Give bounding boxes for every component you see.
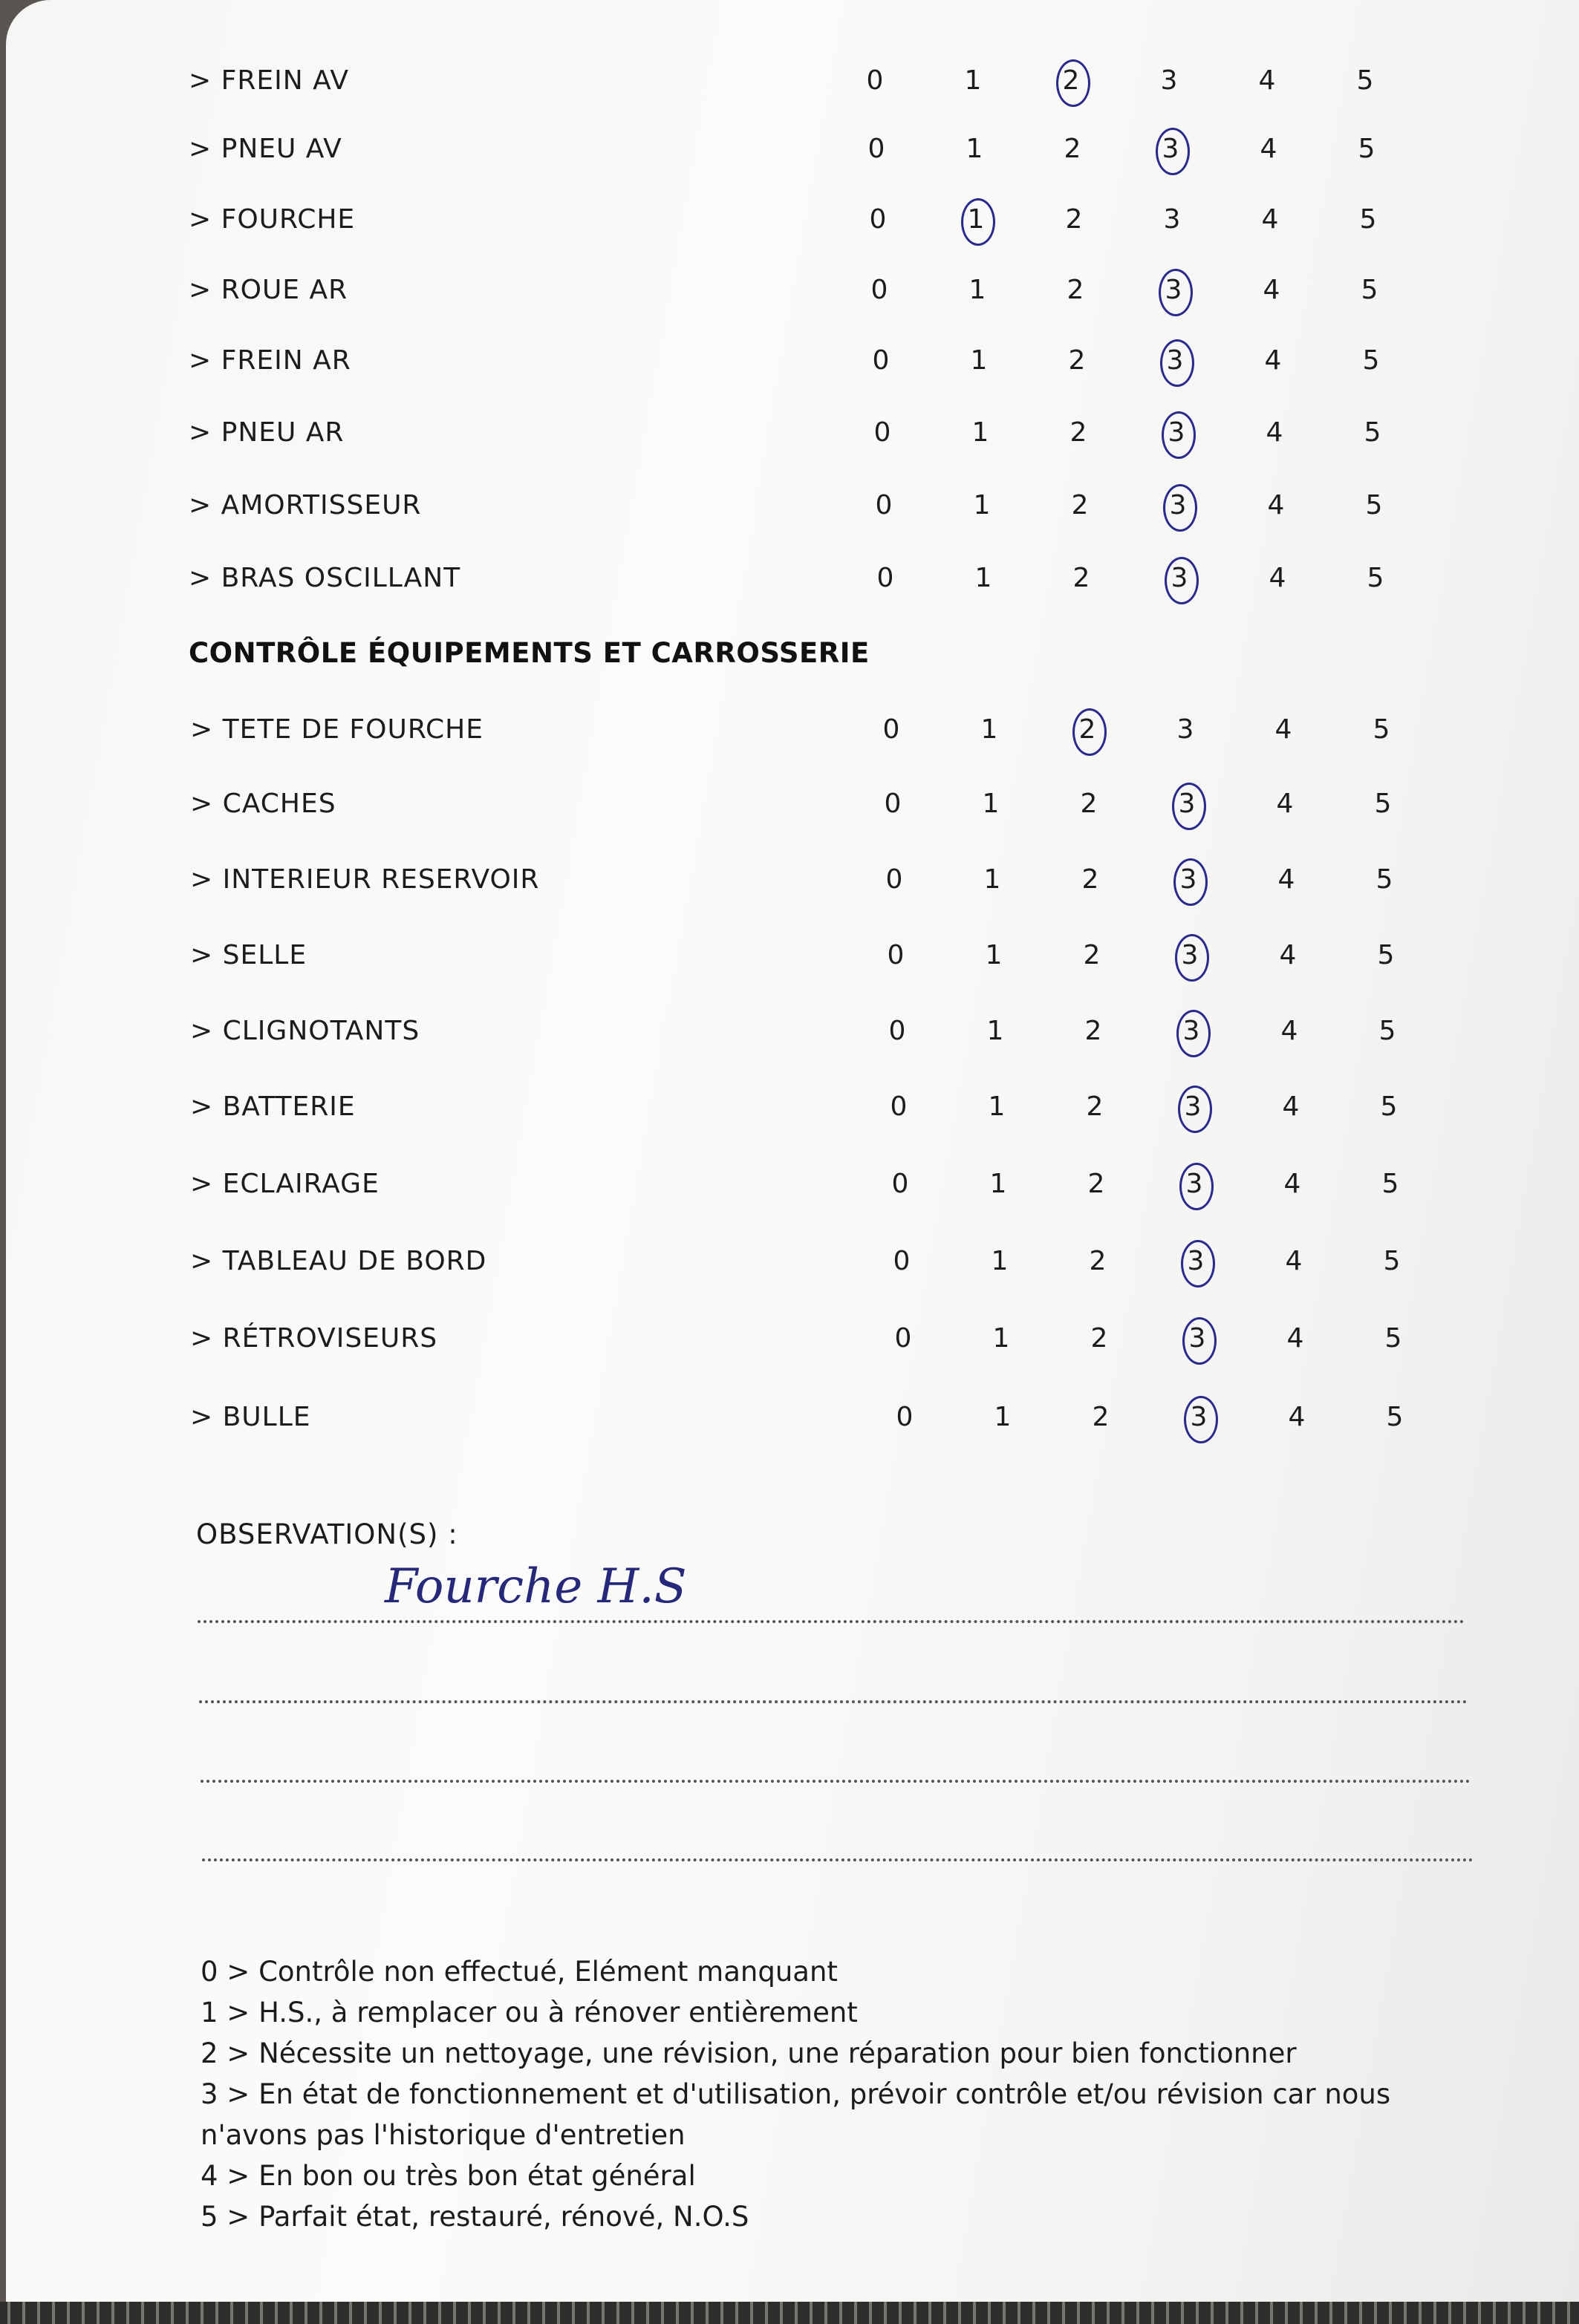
score-option-selected[interactable]: 3 xyxy=(1172,1169,1217,1199)
score-option[interactable]: 1 xyxy=(983,864,1001,895)
score-option[interactable]: 4 xyxy=(1279,940,1297,970)
rating-row xyxy=(6,1016,1566,1060)
rating-row xyxy=(6,1402,1566,1446)
score-option[interactable]: 5 xyxy=(1365,490,1383,520)
score-option[interactable]: 2 xyxy=(1083,940,1101,970)
score-option[interactable]: 5 xyxy=(1375,864,1393,895)
rating-label: > FOURCHE xyxy=(189,204,356,235)
score-option[interactable]: 2 xyxy=(1081,864,1099,895)
score-option-selected[interactable]: 3 xyxy=(1169,1016,1214,1046)
score-option[interactable]: 0 xyxy=(896,1402,914,1432)
score-option[interactable]: 1 xyxy=(974,563,992,593)
score-option[interactable]: 0 xyxy=(875,490,893,520)
rating-row xyxy=(6,1246,1566,1290)
legend-line: 2 > Nécessite un nettoyage, une révision, une réparation pour bien fonctionner xyxy=(201,2037,1297,2069)
score-option[interactable]: 2 xyxy=(1086,1091,1104,1122)
rating-row xyxy=(6,345,1566,390)
score-option[interactable]: 0 xyxy=(882,714,900,745)
score-option[interactable]: 0 xyxy=(890,1091,908,1122)
score-option[interactable]: 4 xyxy=(1266,417,1283,448)
score-option-selected[interactable]: 3 xyxy=(1157,563,1202,593)
rating-row xyxy=(6,714,1566,759)
rating-label: > TABLEAU DE BORD xyxy=(190,1246,487,1276)
score-option-selected[interactable]: 1 xyxy=(954,204,998,235)
score-option[interactable]: 0 xyxy=(867,134,885,164)
score-option[interactable]: 0 xyxy=(866,65,884,96)
score-option[interactable]: 5 xyxy=(1367,563,1384,593)
rating-label: > PNEU AR xyxy=(189,417,345,448)
score-option[interactable]: 4 xyxy=(1286,1323,1304,1354)
plastic-sleeve-binding xyxy=(0,2302,1579,2324)
score-option[interactable]: 0 xyxy=(884,789,902,819)
score-option[interactable]: 2 xyxy=(1071,490,1089,520)
score-option[interactable]: 4 xyxy=(1260,134,1277,164)
score-option[interactable]: 2 xyxy=(1072,563,1090,593)
observations-label: OBSERVATION(S) : xyxy=(196,1518,458,1550)
score-option-selected[interactable]: 3 xyxy=(1165,789,1209,819)
score-option[interactable]: 3 xyxy=(1163,204,1181,235)
observation-line[interactable] xyxy=(202,1858,1474,1861)
score-option[interactable]: 0 xyxy=(894,1323,912,1354)
score-option[interactable]: 5 xyxy=(1381,1169,1399,1199)
rating-label: > CLIGNOTANTS xyxy=(190,1016,420,1046)
score-option[interactable]: 2 xyxy=(1070,417,1087,448)
score-option-selected[interactable]: 3 xyxy=(1168,940,1212,970)
rating-row xyxy=(6,417,1566,462)
score-option[interactable]: 5 xyxy=(1359,204,1377,235)
score-option[interactable]: 4 xyxy=(1276,789,1294,819)
score-option[interactable]: 5 xyxy=(1378,1016,1396,1046)
handwritten-observation: Fourche H.S xyxy=(385,1559,687,1614)
score-option[interactable]: 5 xyxy=(1361,275,1378,305)
score-option[interactable]: 0 xyxy=(888,1016,906,1046)
rating-label: > ECLAIRAGE xyxy=(190,1169,380,1199)
rating-row xyxy=(6,789,1566,833)
score-option-selected[interactable]: 3 xyxy=(1171,1091,1215,1122)
score-option[interactable]: 0 xyxy=(869,204,887,235)
score-option[interactable]: 5 xyxy=(1356,65,1374,96)
rating-legend xyxy=(201,1951,1390,2237)
score-option[interactable]: 0 xyxy=(873,417,891,448)
rating-label: > RÉTROVISEURS xyxy=(190,1323,438,1354)
legend-line: 3 > En état de fonctionnement et d'utilisation, prévoir contrôle et/ou révision car nous xyxy=(201,2078,1391,2110)
rating-label: > TETE DE FOURCHE xyxy=(190,714,484,745)
score-option[interactable]: 4 xyxy=(1264,345,1282,376)
score-option[interactable]: 2 xyxy=(1064,134,1081,164)
score-option[interactable]: 0 xyxy=(885,864,903,895)
rating-row xyxy=(6,864,1566,909)
rating-row xyxy=(6,204,1566,249)
score-option[interactable]: 1 xyxy=(970,345,988,376)
rating-row xyxy=(6,490,1566,535)
rating-row xyxy=(6,275,1566,319)
score-option[interactable]: 2 xyxy=(1065,204,1083,235)
rating-label: > FREIN AR xyxy=(189,345,351,376)
score-option-selected[interactable]: 3 xyxy=(1153,345,1197,376)
score-option[interactable]: 4 xyxy=(1274,714,1292,745)
score-option-selected[interactable]: 3 xyxy=(1166,864,1211,895)
legend-line: 1 > H.S., à remplacer ou à rénover entièrement xyxy=(201,1997,858,2028)
score-option[interactable]: 2 xyxy=(1090,1323,1108,1354)
score-option[interactable]: 1 xyxy=(985,940,1003,970)
score-option[interactable]: 1 xyxy=(980,714,998,745)
score-option[interactable]: 5 xyxy=(1362,345,1380,376)
legend-line: n'avons pas l'historique d'entretien xyxy=(201,2119,686,2151)
rating-row xyxy=(6,1169,1566,1213)
score-option[interactable]: 1 xyxy=(994,1402,1012,1432)
score-option[interactable]: 5 xyxy=(1358,134,1375,164)
observation-line[interactable] xyxy=(198,1620,1465,1623)
score-option[interactable]: 2 xyxy=(1092,1402,1110,1432)
score-option[interactable]: 0 xyxy=(891,1169,909,1199)
score-option[interactable]: 4 xyxy=(1282,1091,1300,1122)
score-option-selected[interactable]: 3 xyxy=(1176,1402,1221,1432)
score-option[interactable]: 0 xyxy=(887,940,905,970)
score-option-selected[interactable]: 3 xyxy=(1151,275,1196,305)
score-option[interactable]: 4 xyxy=(1277,864,1295,895)
rating-row xyxy=(6,134,1566,178)
score-option[interactable]: 5 xyxy=(1386,1402,1404,1432)
observation-line[interactable] xyxy=(199,1700,1468,1703)
score-option[interactable]: 2 xyxy=(1089,1246,1107,1276)
score-option-selected[interactable]: 3 xyxy=(1173,1246,1218,1276)
score-option[interactable]: 2 xyxy=(1068,345,1086,376)
rating-row xyxy=(6,65,1566,110)
score-option[interactable]: 1 xyxy=(988,1091,1006,1122)
score-option[interactable]: 4 xyxy=(1283,1169,1301,1199)
score-option[interactable]: 4 xyxy=(1269,563,1286,593)
score-option-selected[interactable]: 2 xyxy=(1049,65,1093,96)
score-option[interactable]: 1 xyxy=(989,1169,1007,1199)
rating-label: > SELLE xyxy=(190,940,307,970)
score-option[interactable]: 1 xyxy=(971,417,989,448)
score-option-selected[interactable]: 3 xyxy=(1154,417,1199,448)
rating-label: > FREIN AV xyxy=(189,65,350,96)
score-option-selected[interactable]: 2 xyxy=(1065,714,1110,745)
score-option[interactable]: 0 xyxy=(876,563,894,593)
legend-line: 5 > Parfait état, restauré, rénové, N.O.S xyxy=(201,2201,749,2233)
rating-label: > BATTERIE xyxy=(190,1091,356,1122)
rating-row xyxy=(6,940,1566,985)
score-option[interactable]: 4 xyxy=(1261,204,1279,235)
score-option[interactable]: 2 xyxy=(1080,789,1098,819)
rating-label: > PNEU AV xyxy=(189,134,342,164)
score-option[interactable]: 4 xyxy=(1285,1246,1303,1276)
score-option[interactable]: 1 xyxy=(986,1016,1004,1046)
rating-row xyxy=(6,1323,1566,1368)
score-option[interactable]: 5 xyxy=(1374,789,1392,819)
score-option[interactable]: 0 xyxy=(893,1246,911,1276)
score-option[interactable]: 1 xyxy=(991,1246,1009,1276)
rating-label: > INTERIEUR RESERVOIR xyxy=(190,864,540,895)
score-option[interactable]: 1 xyxy=(966,134,983,164)
rating-row xyxy=(6,563,1566,607)
legend-line: 4 > En bon ou très bon état général xyxy=(201,2160,696,2192)
score-option[interactable]: 3 xyxy=(1160,65,1178,96)
section-title: CONTRÔLE ÉQUIPEMENTS ET CARROSSERIE xyxy=(189,637,870,669)
rating-label: > BULLE xyxy=(190,1402,311,1432)
score-option[interactable]: 3 xyxy=(1176,714,1194,745)
score-option[interactable]: 4 xyxy=(1258,65,1276,96)
score-option[interactable]: 5 xyxy=(1383,1246,1401,1276)
score-option[interactable]: 1 xyxy=(968,275,986,305)
score-option[interactable]: 1 xyxy=(982,789,1000,819)
score-option-selected[interactable]: 3 xyxy=(1148,134,1193,164)
inspection-form-page xyxy=(6,0,1579,2302)
score-option[interactable]: 1 xyxy=(973,490,991,520)
rating-row xyxy=(6,1091,1566,1136)
score-option[interactable]: 2 xyxy=(1087,1169,1105,1199)
score-option[interactable]: 2 xyxy=(1067,275,1084,305)
score-option[interactable]: 4 xyxy=(1288,1402,1306,1432)
legend-line: 0 > Contrôle non effectué, Elément manquant xyxy=(201,1956,838,1988)
rating-label: > BRAS OSCILLANT xyxy=(189,563,461,593)
score-option[interactable]: 5 xyxy=(1364,417,1381,448)
score-option-selected[interactable]: 3 xyxy=(1156,490,1200,520)
score-option[interactable]: 1 xyxy=(992,1323,1010,1354)
rating-label: > ROUE AR xyxy=(189,275,348,305)
rating-label: > CACHES xyxy=(190,789,336,819)
score-option[interactable]: 0 xyxy=(870,275,888,305)
score-option[interactable]: 5 xyxy=(1373,714,1390,745)
score-option[interactable]: 0 xyxy=(872,345,890,376)
score-option[interactable]: 5 xyxy=(1377,940,1395,970)
score-option[interactable]: 5 xyxy=(1380,1091,1398,1122)
score-option[interactable]: 2 xyxy=(1084,1016,1102,1046)
rating-label: > AMORTISSEUR xyxy=(189,490,422,520)
observation-line[interactable] xyxy=(201,1780,1471,1783)
score-option[interactable]: 5 xyxy=(1384,1323,1402,1354)
score-option-selected[interactable]: 3 xyxy=(1175,1323,1220,1354)
score-option[interactable]: 4 xyxy=(1267,490,1285,520)
score-option[interactable]: 1 xyxy=(964,65,982,96)
score-option[interactable]: 4 xyxy=(1280,1016,1298,1046)
score-option[interactable]: 4 xyxy=(1263,275,1280,305)
